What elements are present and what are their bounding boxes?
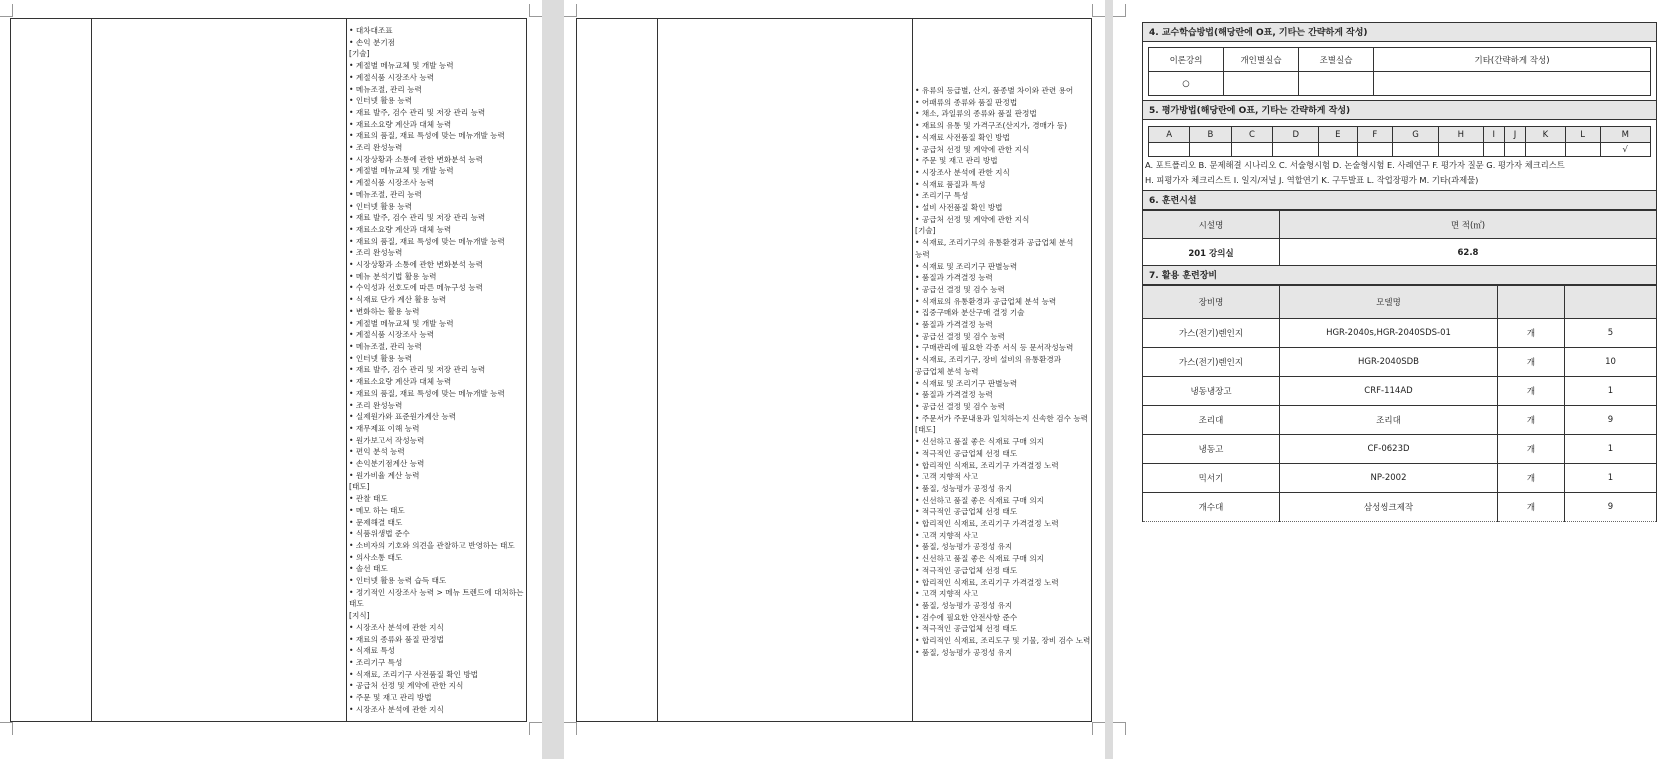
list-line: • 적극적인 공급업체 선정 태도: [915, 448, 1018, 458]
document-page-1: [0, 0, 542, 759]
evaluation-letter: F: [1357, 127, 1393, 143]
list-line: • 수익성과 선호도에 따른 메뉴구성 능력: [349, 283, 483, 293]
list-line: • 식재료 사전품질 확인 방법: [915, 132, 1010, 142]
list-line: • 메뉴조절, 관리 능력: [349, 84, 422, 94]
list-line: [태도]: [349, 482, 370, 492]
list-line: • 재료소요량 계산과 대체 능력: [349, 224, 452, 234]
competency-list: [915, 85, 1090, 658]
equipment-unit: 개: [1498, 319, 1565, 348]
evaluation-mark: [1483, 143, 1504, 157]
evaluation-mark: [1357, 143, 1393, 157]
list-line: • 품질과 가격결정 능력: [915, 273, 993, 283]
facility-table: [1142, 210, 1657, 267]
list-line: • 합리적인 식재료, 조리기구 가격결정 노력: [915, 519, 1059, 529]
list-line: • 식재료 특성: [349, 646, 395, 656]
method-value: [1299, 72, 1374, 96]
crop-mark: [1092, 4, 1105, 17]
method-header: 기타(간략하게 작성): [1374, 48, 1651, 72]
equipment-unit-header: [1498, 286, 1565, 319]
equipment-name: 개수대: [1143, 493, 1280, 522]
equipment-unit: 개: [1498, 464, 1565, 493]
list-line: • 공급처 선정 및 계약에 관한 지식: [915, 144, 1030, 154]
equipment-unit: 개: [1498, 377, 1565, 406]
list-line: • 공급처 선정 및 계약에 관한 지식: [349, 681, 464, 691]
section-5-title: 5. 평가방법(해당란에 O표, 기타는 간략하게 작성): [1142, 100, 1657, 120]
method-value: [1374, 72, 1651, 96]
list-line: [기술]: [915, 226, 936, 236]
list-line: • 계절별 메뉴교체 및 개발 능력: [349, 61, 454, 71]
method-value: ○: [1149, 72, 1224, 96]
list-line: • 시장상황과 소통에 관한 변화분석 능력: [349, 260, 483, 270]
equipment-name: 조리대: [1143, 406, 1280, 435]
list-line: • 의사소통 태도: [349, 552, 403, 562]
equipment-qty: 5: [1565, 319, 1657, 348]
section-6-title: 6. 훈련시설: [1142, 190, 1657, 210]
list-line: • 공급선 결정 및 검수 능력: [915, 331, 1005, 341]
crop-mark: [564, 722, 577, 735]
list-line: • 유류의 등급별, 산지, 품종별 차이와 관련 용어: [915, 86, 1074, 95]
crop-mark: [564, 4, 577, 17]
evaluation-letter: A: [1149, 127, 1190, 143]
list-line: • 공급처 선정 및 계약에 관한 지식: [915, 214, 1030, 224]
list-line: • 메뉴조절, 관리 능력: [349, 189, 422, 199]
list-line: • 합리적인 식재료, 조리기구 가격결정 노력: [915, 577, 1059, 587]
list-line: • 손익 분기점: [349, 37, 395, 47]
list-line: • 대차대조표: [349, 26, 393, 35]
method-header: 이론강의: [1149, 48, 1224, 72]
evaluation-letter: E: [1319, 127, 1357, 143]
list-line: • 적극적인 공급업체 선정 태도: [915, 624, 1018, 634]
list-line: • 시장조사 분석에 관한 지식: [349, 704, 444, 714]
evaluation-legend-line: A. 포트폴리오 B. 문제해결 시나리오 C. 서술형시험 D. 논술형시험 E. 사례연구 F. 평가자 질문 G. 평가자 체크리스트: [1145, 160, 1565, 170]
list-line: • 원가보고서 작성능력: [349, 435, 425, 445]
list-line: • 식재료 품질과 특성: [915, 179, 986, 189]
list-line: • 품질과 가격결정 능력: [915, 390, 993, 400]
evaluation-legend: [1145, 158, 1565, 188]
evaluation-mark: [1504, 143, 1525, 157]
list-line: • 문제해결 태도: [349, 517, 403, 527]
list-line: • 조리 완성능력: [349, 248, 403, 258]
list-line: • 실제원가와 표준원가계산 능력: [349, 412, 457, 422]
list-line: • 구매관리에 필요한 각종 서식 등 문서작성능력: [915, 343, 1074, 353]
list-line: • 조리기구 특성: [915, 191, 969, 201]
list-line: • 재료소요량 계산과 대체 능력: [349, 119, 452, 129]
list-line: • 집중구매와 분산구매 결정 기술: [915, 308, 1025, 318]
equipment-model: NP-2002: [1280, 464, 1498, 493]
list-line: • 변화하는 활용 능력: [349, 306, 420, 316]
equipment-table: [1142, 285, 1657, 522]
evaluation-letter: C: [1231, 127, 1273, 143]
section-4-box: [1142, 42, 1657, 102]
list-line: • 품질과 가격결정 능력: [915, 320, 993, 330]
list-line: • 재료의 종류와 품질 판정법: [349, 634, 444, 644]
list-line: • 채소, 과일류의 종류와 품질 판정법: [915, 109, 1037, 119]
equipment-model: CF-0623D: [1280, 435, 1498, 464]
list-line: • 식재료의 유통환경과 공급업체 분석 능력: [915, 296, 1057, 306]
list-line: • 식재료, 조리기구의 유통환경과 공급업체 분석: [915, 238, 1074, 248]
ncs-content-table: [576, 18, 1092, 722]
list-line: • 식재료 단가 계산 활용 능력: [349, 295, 447, 305]
list-line: • 공급선 결정 및 검수 능력: [915, 401, 1005, 411]
list-line: • 신선하고 품질 좋은 식재료 구매 의지: [915, 554, 1044, 564]
list-line: • 적극적인 공급업체 선정 태도: [915, 507, 1018, 517]
equipment-qty: 9: [1565, 406, 1657, 435]
list-line: • 품질, 성능평가 공정성 유지: [915, 647, 1013, 657]
evaluation-letter: D: [1273, 127, 1319, 143]
method-header: 개인별실습: [1224, 48, 1299, 72]
crop-mark: [529, 4, 542, 17]
crop-mark: [0, 4, 13, 17]
equipment-model: 조리대: [1280, 406, 1498, 435]
list-line: • 계절별 메뉴교체 및 개발 능력: [349, 318, 454, 328]
equipment-name: 냉동냉장고: [1143, 377, 1280, 406]
section-4-title: 4. 교수학습방법(해당란에 O표, 기타는 간략하게 작성): [1142, 22, 1657, 42]
list-line: • 메뉴 분석기법 활용 능력: [349, 271, 437, 281]
list-line: • 고객 지향적 사고: [915, 589, 979, 599]
facility-name: 201 강의실: [1143, 239, 1280, 267]
list-line: • 시장상황과 소통에 관한 변화분석 능력: [349, 154, 483, 164]
evaluation-mark: [1149, 143, 1190, 157]
list-line: • 고객 지향적 사고: [915, 530, 979, 540]
evaluation-letter: K: [1526, 127, 1566, 143]
equipment-qty-header: [1565, 286, 1657, 319]
equipment-unit: 개: [1498, 348, 1565, 377]
evaluation-letter: H: [1438, 127, 1483, 143]
column-divider: [657, 19, 658, 721]
evaluation-letter: G: [1393, 127, 1439, 143]
list-line: 공급업체 분석 능력: [915, 366, 979, 376]
method-header: 조별실습: [1299, 48, 1374, 72]
facility-name-header: 시설명: [1143, 211, 1280, 239]
evaluation-letter: J: [1504, 127, 1525, 143]
list-line: [태도]: [915, 425, 936, 435]
crop-mark: [1113, 722, 1126, 735]
method-value: [1224, 72, 1299, 96]
evaluation-mark: [1393, 143, 1439, 157]
list-line: • 재무제표 이해 능력: [349, 423, 420, 433]
document-page-3: [1113, 0, 1666, 759]
list-line: • 관찰 태도: [349, 494, 388, 504]
list-line: • 정기적인 시장조사 능력 > 메뉴 트렌드에 대처하는: [349, 587, 524, 597]
list-line: • 식재료 및 조리기구 판별능력: [915, 378, 1018, 388]
column-divider: [912, 19, 913, 721]
list-line: • 시장조사 분석에 관한 지식: [915, 167, 1010, 177]
crop-mark: [1092, 722, 1105, 735]
equipment-unit: 개: [1498, 493, 1565, 522]
table-row: [1143, 435, 1657, 464]
table-row: [1143, 348, 1657, 377]
list-line: • 검수에 필요한 안전사항 준수: [915, 612, 1018, 622]
list-line: • 어패류의 종류와 품질 판정법: [915, 97, 1018, 107]
list-line: • 품질, 성능평가 공정성 유지: [915, 542, 1013, 552]
facility-area-header: 면 적(㎡): [1280, 211, 1657, 239]
competency-list: [349, 25, 525, 715]
table-row: [1143, 406, 1657, 435]
list-line: • 식품위생법 준수: [349, 529, 410, 539]
list-line: • 재료의 품질, 재료 특성에 맞는 메뉴개발 능력: [349, 236, 505, 246]
list-line: • 식재료, 조리기구, 장비 설비의 유통환경과: [915, 355, 1062, 365]
evaluation-mark: [1231, 143, 1273, 157]
equipment-qty: 9: [1565, 493, 1657, 522]
list-line: • 인터넷 활용 능력 습득 태도: [349, 576, 447, 586]
list-line: • 메뉴조절, 관리 능력: [349, 341, 422, 351]
list-line: • 인터넷 활용 능력: [349, 96, 413, 106]
list-line: • 인터넷 활용 능력: [349, 201, 413, 211]
column-divider: [91, 19, 92, 721]
list-line: • 설비 사전품질 확인 방법: [915, 203, 1003, 213]
list-line: • 소비자의 기호와 의견을 관찰하고 반영하는 태도: [349, 540, 515, 550]
table-row: [1143, 464, 1657, 493]
list-line: • 주문 및 재고 관리 방법: [349, 693, 432, 703]
list-line: • 편익 분석 능력: [349, 447, 405, 457]
equipment-model: HGR-2040SDB: [1280, 348, 1498, 377]
list-line: • 신선하고 품질 좋은 식재료 구매 의지: [915, 495, 1044, 505]
equipment-model: HGR-2040s,HGR-2040SDS-01: [1280, 319, 1498, 348]
list-line: • 솔선 태도: [349, 564, 388, 574]
equipment-name: 냉동고: [1143, 435, 1280, 464]
list-line: • 시장조사 분석에 관한 지식: [349, 622, 444, 632]
list-line: • 계절식품 시장조사 능력: [349, 72, 435, 82]
list-line: • 재료 발주, 검수 관리 및 저장 관리 능력: [349, 365, 486, 375]
list-line: • 재료의 유통 및 가격구조(산지가, 경매가 등): [915, 121, 1068, 131]
list-line: • 원가비율 계산 능력: [349, 470, 420, 480]
list-line: • 재료의 품질, 재료 특성에 맞는 메뉴개발 능력: [349, 131, 505, 141]
document-page-2: [564, 0, 1105, 759]
list-line: • 품질, 성능평가 공정성 유지: [915, 600, 1013, 610]
list-line: • 합리적인 식재료, 조리기구 가격결정 노력: [915, 460, 1059, 470]
list-line: • 재료 발주, 검수 관리 및 저장 관리 능력: [349, 213, 486, 223]
evaluation-mark: [1273, 143, 1319, 157]
list-line: • 조리 완성능력: [349, 400, 403, 410]
teaching-method-table: [1148, 47, 1651, 96]
crop-mark: [529, 722, 542, 735]
table-row: [1143, 319, 1657, 348]
list-line: • 신선하고 품질 좋은 식재료 구매 의지: [915, 437, 1044, 447]
list-line: • 조리기구 특성: [349, 657, 403, 667]
evaluation-letter: M: [1600, 127, 1650, 143]
list-line: • 재료 발주, 검수 관리 및 저장 관리 능력: [349, 107, 486, 117]
list-line: • 공급선 결정 및 검수 능력: [915, 284, 1005, 294]
section-7-title: 7. 활용 훈련장비: [1142, 265, 1657, 285]
list-line: • 손익분기점계산 능력: [349, 459, 425, 469]
list-line: • 식재료, 조리기구 사전품질 확인 방법: [349, 669, 478, 679]
equipment-name-header: 장비명: [1143, 286, 1280, 319]
list-line: • 계절별 메뉴교체 및 개발 능력: [349, 166, 454, 176]
table-row: [1143, 377, 1657, 406]
list-line: • 재료의 품질, 재료 특성에 맞는 메뉴개발 능력: [349, 388, 505, 398]
equipment-name: 믹서기: [1143, 464, 1280, 493]
equipment-qty: 1: [1565, 377, 1657, 406]
ncs-content-table: [10, 18, 527, 722]
evaluation-legend-line: H. 피평가자 체크리스트 I. 일지/저널 J. 역할연기 K. 구두발표 L. 작업장평가 M. 기타(과제물): [1145, 175, 1479, 185]
list-line: • 합리적인 식재료, 조리도구 및 기물, 장비 검수 노력: [915, 636, 1090, 646]
evaluation-letter: L: [1565, 127, 1600, 143]
list-line: • 식재료 및 조리기구 판별능력: [915, 261, 1018, 271]
equipment-name: 가스(전기)렌인지: [1143, 348, 1280, 377]
plan-sections: [1142, 22, 1657, 554]
crop-mark: [0, 722, 13, 735]
section-5-box: [1142, 120, 1657, 190]
facility-area: 62.8: [1280, 239, 1657, 267]
list-line: [기술]: [349, 49, 370, 59]
list-line: • 인터넷 활용 능력: [349, 353, 413, 363]
list-line: 능력: [915, 249, 930, 259]
list-line: • 계절식품 시장조사 능력: [349, 330, 435, 340]
list-line: • 메모 하는 태도: [349, 505, 405, 515]
evaluation-mark: √: [1600, 143, 1650, 157]
evaluation-mark: [1526, 143, 1566, 157]
column-divider: [346, 19, 347, 721]
list-line: 태도: [349, 599, 364, 609]
equipment-name: 가스(전기)렌인지: [1143, 319, 1280, 348]
evaluation-mark: [1190, 143, 1231, 157]
equipment-model-header: 모델명: [1280, 286, 1498, 319]
equipment-qty: 10: [1565, 348, 1657, 377]
list-line: [지식]: [349, 611, 370, 621]
equipment-unit: 개: [1498, 435, 1565, 464]
equipment-qty: 1: [1565, 435, 1657, 464]
equipment-unit: 개: [1498, 406, 1565, 435]
evaluation-mark: [1565, 143, 1600, 157]
list-line: • 조리 완성능력: [349, 143, 403, 153]
evaluation-letter: B: [1190, 127, 1231, 143]
list-line: • 주문 및 재고 관리 방법: [915, 156, 998, 166]
list-line: • 계절식품 시장조사 능력: [349, 178, 435, 188]
equipment-model: CRF-114AD: [1280, 377, 1498, 406]
list-line: • 품질, 성능평가 공정성 유지: [915, 483, 1013, 493]
evaluation-mark: [1319, 143, 1357, 157]
equipment-model: 삼성씽크제작: [1280, 493, 1498, 522]
evaluation-mark: [1438, 143, 1483, 157]
list-line: • 고객 지향적 사고: [915, 472, 979, 482]
list-line: • 재료소요량 계산과 대체 능력: [349, 377, 452, 387]
crop-mark: [1113, 4, 1126, 17]
list-line: • 적극적인 공급업체 선정 태도: [915, 565, 1018, 575]
evaluation-letter: I: [1483, 127, 1504, 143]
equipment-qty: 1: [1565, 464, 1657, 493]
list-line: • 주문서가 주문내용과 일치하는지 신속한 검수 능력: [915, 413, 1089, 423]
table-row: [1143, 493, 1657, 522]
evaluation-method-table: [1148, 126, 1651, 157]
